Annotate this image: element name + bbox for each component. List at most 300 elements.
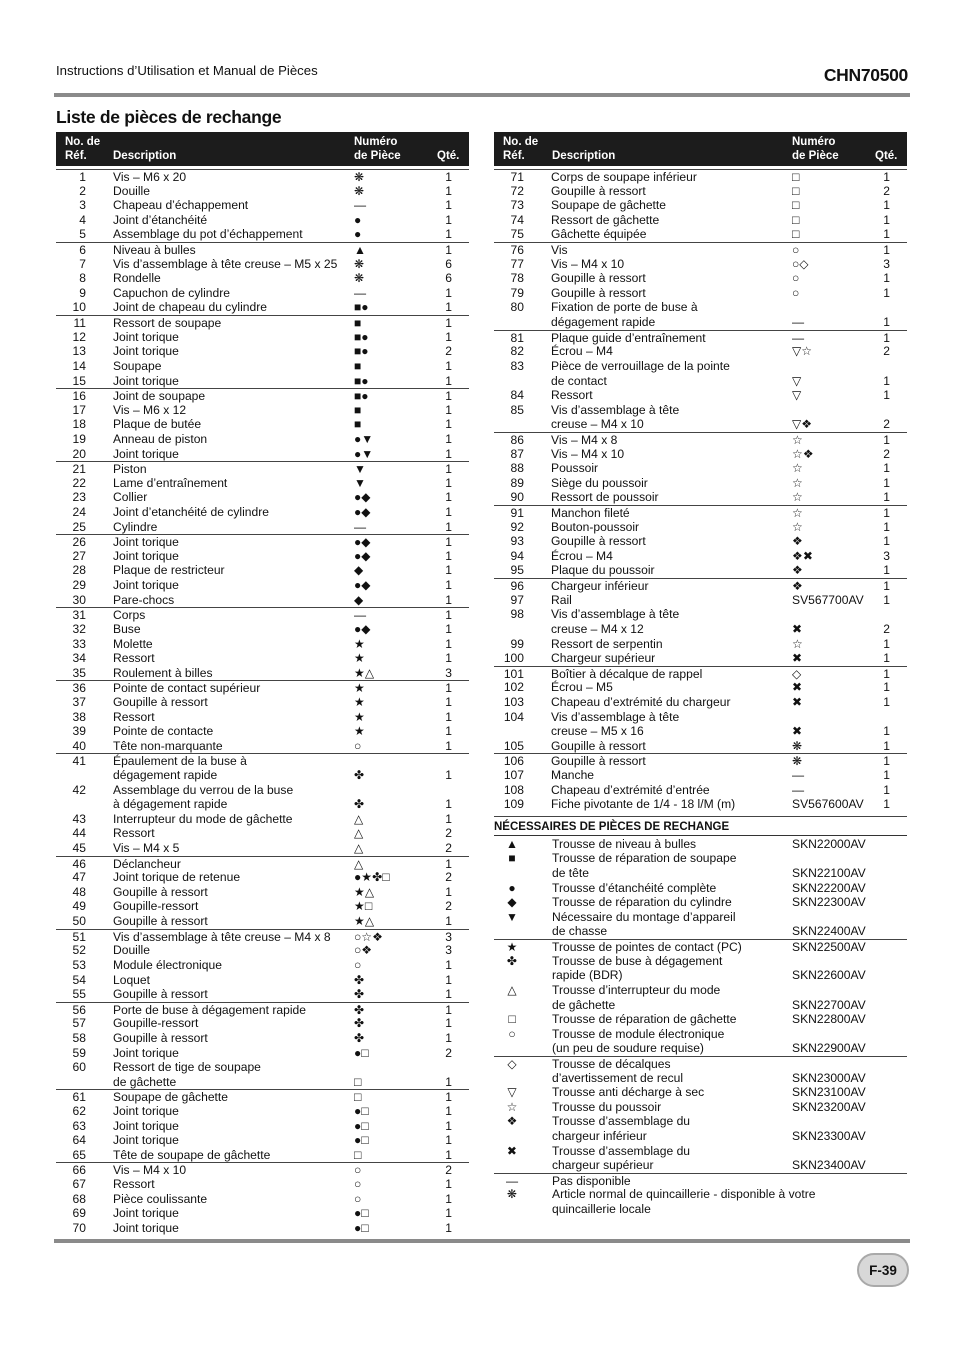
ref-number: 74 xyxy=(510,212,524,227)
kit-description: de gâchette xyxy=(552,997,616,1012)
part-number: ●◆ xyxy=(354,621,371,636)
table-row xyxy=(494,198,907,213)
part-description: Vis – M4 x 10 xyxy=(551,256,625,271)
part-number: ○ xyxy=(354,1191,362,1206)
ref-number: 60 xyxy=(72,1060,86,1075)
part-description: Goupille à ressort xyxy=(551,738,646,753)
part-number: ❖✖ xyxy=(792,548,813,563)
kit-description: de tête xyxy=(552,866,589,881)
table-row xyxy=(494,783,907,798)
table-row xyxy=(494,505,907,520)
table-row xyxy=(56,943,469,958)
ref-number: 56 xyxy=(72,1002,86,1017)
table-row xyxy=(494,637,907,652)
part-description: Vis – M6 x 20 xyxy=(113,170,187,184)
table-row xyxy=(56,388,469,403)
table-row xyxy=(494,344,907,359)
table-row xyxy=(56,330,469,345)
part-number: ●◆ xyxy=(354,490,371,505)
left-parts-table xyxy=(56,132,469,1235)
kit-description: Trousse de buse à dégagement xyxy=(552,953,723,968)
part-description: Pointe de contacte xyxy=(113,724,214,739)
kit-rows xyxy=(494,837,907,1217)
ref-number: 44 xyxy=(72,826,86,841)
ref-number: 63 xyxy=(72,1118,86,1133)
ref-number: 1 xyxy=(79,170,86,184)
kit-row xyxy=(494,939,907,954)
quantity: 1 xyxy=(445,681,452,696)
quantity: 1 xyxy=(883,388,890,403)
quantity: 2 xyxy=(445,826,452,841)
quantity: 1 xyxy=(445,212,452,227)
part-description: Ressort xyxy=(113,1177,155,1192)
table-row xyxy=(56,622,469,637)
quantity: 1 xyxy=(445,535,452,550)
quantity: 1 xyxy=(445,914,452,929)
part-description: Soupape de gâchette xyxy=(113,1090,228,1105)
quantity: 3 xyxy=(445,665,452,680)
table-row xyxy=(494,169,907,184)
part-description: Vis d’assemblage à tête creuse – M5 x 25 xyxy=(113,256,338,271)
part-number: ★ xyxy=(354,681,365,696)
part-description: Douille xyxy=(113,183,150,198)
kit-description: quincaillerie locale xyxy=(552,1202,651,1217)
ref-number: 105 xyxy=(503,738,524,753)
part-number: ☆ xyxy=(792,490,803,505)
part-number: ✖ xyxy=(792,621,803,636)
quantity: 1 xyxy=(445,1220,452,1235)
table-row xyxy=(56,417,469,432)
ref-number: 61 xyxy=(72,1090,86,1105)
ref-number: 37 xyxy=(72,694,86,709)
quantity: 1 xyxy=(445,519,452,534)
quantity: 1 xyxy=(883,315,890,330)
quantity: 1 xyxy=(445,811,452,826)
quantity: 2 xyxy=(883,344,890,359)
quantity: 2 xyxy=(445,1163,452,1178)
quantity: 2 xyxy=(445,841,452,856)
part-description: Porte de buse à dégagement rapide xyxy=(113,1002,306,1017)
kit-symbol: ◇ xyxy=(507,1056,517,1071)
part-description: Joint torique xyxy=(113,329,179,344)
part-description: Assemblage du pot d’échappement xyxy=(113,227,303,242)
quantity: 2 xyxy=(883,446,890,461)
part-description: Ressort de gâchette xyxy=(551,212,660,227)
table-row xyxy=(56,973,469,988)
part-number: □ xyxy=(792,170,800,184)
part-description: Vis – M6 x 12 xyxy=(113,402,187,417)
part-description: Piston xyxy=(113,462,147,477)
part-description: Joint torique xyxy=(113,548,179,563)
table-row xyxy=(56,374,469,389)
table-row xyxy=(56,637,469,652)
part-description: Goupille à ressort xyxy=(551,183,646,198)
kit-row xyxy=(494,1158,907,1173)
ref-number: 17 xyxy=(72,402,86,417)
part-number: ★□ xyxy=(354,899,373,914)
kit-symbol: ▼ xyxy=(506,909,518,924)
quantity: 6 xyxy=(445,256,452,271)
quantity: 1 xyxy=(445,608,452,623)
kit-description: Trousse de pointes de contact (PC) xyxy=(552,940,742,955)
ref-number: 7 xyxy=(79,256,86,271)
part-description: Goupille à ressort xyxy=(113,694,208,709)
table-row xyxy=(56,1104,469,1119)
part-number: ❖ xyxy=(792,563,803,578)
ref-number: 104 xyxy=(503,709,524,724)
kit-symbol: ▲ xyxy=(506,836,518,851)
table-row xyxy=(494,607,907,622)
col-part-number-2: de Pièce xyxy=(792,150,839,162)
part-description: dégagement rapide xyxy=(113,767,218,782)
quantity: 1 xyxy=(883,579,890,594)
kit-row xyxy=(494,1202,907,1217)
part-number: △ xyxy=(354,856,364,871)
quantity: 1 xyxy=(883,285,890,300)
quantity: 1 xyxy=(445,431,452,446)
part-number: ◇ xyxy=(792,666,802,681)
kit-description: Trousse de niveau à bulles xyxy=(552,836,697,851)
part-description: creuse – M4 x 12 xyxy=(551,621,644,636)
quantity: 1 xyxy=(883,797,890,812)
quantity: 1 xyxy=(445,548,452,563)
ref-number: 52 xyxy=(72,943,86,958)
table-row xyxy=(56,534,469,549)
table-row xyxy=(56,929,469,944)
part-description: Joint d’étanchéité xyxy=(113,212,208,227)
part-number: ★ xyxy=(354,636,365,651)
kit-symbol: ☆ xyxy=(506,1099,518,1114)
table-row xyxy=(56,257,469,272)
part-description: Soupape de gâchette xyxy=(551,198,666,213)
table-row xyxy=(494,432,907,447)
kit-description: Trousse de réparation du cylindre xyxy=(552,895,732,910)
ref-number: 65 xyxy=(72,1147,86,1162)
ref-number: 3 xyxy=(79,198,86,213)
quantity: 1 xyxy=(883,490,890,505)
part-description: Joint d’etanchéité de cylindre xyxy=(113,505,269,520)
kit-symbol: ▽ xyxy=(507,1085,517,1100)
part-description: Goupille à ressort xyxy=(113,884,208,899)
part-number: ✤ xyxy=(354,1002,365,1017)
table-row xyxy=(494,520,907,535)
ref-number: 16 xyxy=(72,389,86,404)
ref-number: 66 xyxy=(72,1163,86,1178)
quantity: 1 xyxy=(445,170,452,184)
col-qty: Qté. xyxy=(875,150,898,162)
table-row xyxy=(494,578,907,593)
ref-number: 32 xyxy=(72,621,86,636)
part-description: Manchon fileté xyxy=(551,506,630,521)
part-number: ✤ xyxy=(354,797,365,812)
part-description: Goupille à ressort xyxy=(551,285,646,300)
quantity: 1 xyxy=(445,1002,452,1017)
part-description: Déclancheur xyxy=(113,856,181,871)
table-row xyxy=(494,680,907,695)
part-description: Pièce coulissante xyxy=(113,1191,208,1206)
quantity: 1 xyxy=(883,506,890,521)
quantity: 1 xyxy=(883,212,890,227)
part-description: Fixation de porte de buse à xyxy=(551,300,698,315)
table-row xyxy=(494,286,907,301)
part-number: ☆ xyxy=(792,519,803,534)
table-row xyxy=(494,622,907,637)
table-row xyxy=(494,330,907,345)
part-number: — xyxy=(354,519,367,534)
table-row xyxy=(494,724,907,739)
quantity: 1 xyxy=(883,724,890,739)
quantity: 1 xyxy=(883,592,890,607)
ref-number: 6 xyxy=(79,243,86,258)
table-row xyxy=(56,797,469,812)
part-description: Joint torique xyxy=(113,1104,179,1118)
kit-part-number: SKN22600AV xyxy=(792,968,866,983)
ref-number: 83 xyxy=(510,358,524,373)
part-description: Vis – M4 x 5 xyxy=(113,841,180,856)
table-row xyxy=(56,520,469,535)
ref-number: 24 xyxy=(72,505,86,520)
part-description: Ressort xyxy=(113,651,155,666)
part-number: ●□ xyxy=(354,1133,369,1148)
kit-row xyxy=(494,1114,907,1129)
part-description: Vis d’assemblage à tête xyxy=(551,607,680,622)
ref-number: 68 xyxy=(72,1191,86,1206)
col-no-1: No. de xyxy=(65,136,101,148)
ref-number: 54 xyxy=(72,972,86,987)
part-number: ■ xyxy=(354,417,362,432)
quantity: 1 xyxy=(445,694,452,709)
quantity: 1 xyxy=(883,636,890,651)
part-number: ○ xyxy=(354,738,362,753)
quantity: 1 xyxy=(445,417,452,432)
table-row xyxy=(56,768,469,783)
part-description: creuse – M4 x 10 xyxy=(551,417,644,432)
ref-number: 97 xyxy=(510,592,524,607)
part-number: □ xyxy=(792,183,800,198)
part-number: ❋ xyxy=(354,271,365,286)
quantity: 1 xyxy=(445,1030,452,1045)
ref-number: 31 xyxy=(72,608,86,623)
quantity: 1 xyxy=(883,767,890,782)
part-number: ✖ xyxy=(792,651,803,666)
part-number: □ xyxy=(354,1074,362,1089)
ref-number: 53 xyxy=(72,957,86,972)
part-number: ○ xyxy=(354,957,362,972)
quantity: 1 xyxy=(883,198,890,213)
part-description: Chapeau d’extrémité d’entrée xyxy=(551,782,710,797)
part-description: Joint torique xyxy=(113,373,179,388)
table-row xyxy=(494,534,907,549)
kit-symbol: ❖ xyxy=(506,1114,518,1129)
part-description: Goupille à ressort xyxy=(113,1030,208,1045)
part-number: ●□ xyxy=(354,1045,369,1060)
ref-number: 29 xyxy=(72,578,86,593)
page-number: F-39 xyxy=(857,1253,909,1287)
kit-description: Trousse d’assemblage du xyxy=(552,1114,691,1129)
left-rows xyxy=(56,169,469,1235)
ref-number: 13 xyxy=(72,344,86,359)
quantity: 1 xyxy=(445,1133,452,1148)
part-description: Lame d’entraînement xyxy=(113,475,228,490)
ref-number: 11 xyxy=(73,316,86,331)
page-title: Liste de pièces de rechange xyxy=(56,107,282,127)
ref-number: 93 xyxy=(510,534,524,549)
quantity: 1 xyxy=(445,972,452,987)
part-number: ❋ xyxy=(354,256,365,271)
ref-number: 14 xyxy=(72,358,86,373)
part-number: ●□ xyxy=(354,1104,369,1118)
table-row xyxy=(494,695,907,710)
ref-number: 33 xyxy=(72,636,86,651)
kit-row xyxy=(494,1129,907,1144)
kit-part-number: SKN23100AV xyxy=(792,1085,866,1100)
table-row xyxy=(56,651,469,666)
part-description: Pièce de verrouillage de la pointe xyxy=(551,358,730,373)
part-number: ○◇ xyxy=(792,256,809,271)
ref-number: 9 xyxy=(79,285,86,300)
part-number: ❖ xyxy=(792,534,803,549)
ref-number: 96 xyxy=(510,579,524,594)
ref-number: 80 xyxy=(510,300,524,315)
ref-number: 27 xyxy=(72,548,86,563)
kit-row xyxy=(494,866,907,881)
ref-number: 19 xyxy=(72,431,86,446)
part-description: Interrupteur du mode de gâchette xyxy=(113,811,293,826)
table-row xyxy=(56,1075,469,1090)
ref-number: 64 xyxy=(72,1133,86,1148)
quantity: 1 xyxy=(445,957,452,972)
part-number: □ xyxy=(354,1147,362,1162)
kit-description: Trousse d’assemblage du xyxy=(552,1143,691,1158)
quantity: 1 xyxy=(445,300,452,315)
kit-row xyxy=(494,895,907,910)
part-description: Joint torique xyxy=(113,1206,179,1221)
table-row xyxy=(56,1089,469,1104)
quantity: 1 xyxy=(445,505,452,520)
table-row xyxy=(56,783,469,798)
ref-number: 59 xyxy=(72,1045,86,1060)
quantity: 1 xyxy=(445,490,452,505)
kit-part-number: SKN22000AV xyxy=(792,836,866,851)
ref-number: 85 xyxy=(510,402,524,417)
table-row xyxy=(56,1192,469,1207)
part-description: dégagement rapide xyxy=(551,315,656,330)
quantity: 2 xyxy=(883,183,890,198)
part-number: □ xyxy=(354,1090,362,1105)
table-row xyxy=(494,753,907,768)
quantity: 1 xyxy=(883,782,890,797)
ref-number: 57 xyxy=(72,1016,86,1031)
table-row xyxy=(494,768,907,783)
kit-part-number: SKN22500AV xyxy=(792,940,866,955)
part-number: ★△ xyxy=(354,665,375,680)
table-row xyxy=(56,710,469,725)
ref-number: 10 xyxy=(72,300,86,315)
table-header xyxy=(56,132,469,166)
kit-symbol: △ xyxy=(507,982,517,997)
ref-number: 103 xyxy=(503,694,524,709)
part-description: creuse – M5 x 16 xyxy=(551,724,644,739)
quantity: 1 xyxy=(445,651,452,666)
part-number: ▼ xyxy=(354,475,366,490)
part-description: Ressort de soupape xyxy=(113,316,222,331)
kit-description: Trousse de réparation de soupape xyxy=(552,851,737,866)
kit-description: Trousse de réparation de gâchette xyxy=(552,1012,737,1027)
part-description: Joint torique de retenue xyxy=(113,870,241,885)
ref-number: 8 xyxy=(79,271,86,286)
ref-number: 82 xyxy=(510,344,524,359)
part-number: — xyxy=(354,198,367,213)
ref-number: 108 xyxy=(503,782,524,797)
part-description: Écrou – M4 xyxy=(551,344,613,359)
quantity: 1 xyxy=(883,694,890,709)
kit-description: (un peu de soudure requise) xyxy=(552,1041,704,1056)
part-description: Joint de soupape xyxy=(113,389,206,404)
part-number: ○ xyxy=(354,1177,362,1192)
ref-number: 109 xyxy=(503,797,524,812)
quantity: 1 xyxy=(445,738,452,753)
part-description: Vis d’assemblage à tête creuse – M4 x 8 xyxy=(113,929,331,944)
part-number: — xyxy=(792,330,805,345)
part-description: Tête de soupape de gâchette xyxy=(113,1147,271,1162)
part-number: ●□ xyxy=(354,1220,369,1235)
part-number: ✤ xyxy=(354,1016,365,1031)
kit-part-number: SKN22700AV xyxy=(792,997,866,1012)
table-row xyxy=(56,593,469,608)
part-number: ✤ xyxy=(354,987,365,1002)
kit-row xyxy=(494,924,907,939)
table-row xyxy=(56,359,469,374)
part-description: Pare-chocs xyxy=(113,592,175,607)
quantity: 1 xyxy=(445,285,452,300)
ref-number: 41 xyxy=(72,754,86,769)
part-number: ■ xyxy=(354,402,362,417)
part-description: Joint torique xyxy=(113,344,179,359)
part-description: Joint torique xyxy=(113,446,179,461)
kit-symbol: □ xyxy=(508,1012,516,1027)
col-part-number-1: Numéro xyxy=(792,136,836,148)
table-row xyxy=(56,1016,469,1031)
part-description: Vis xyxy=(551,243,568,258)
part-number: ○❖ xyxy=(354,943,373,958)
quantity: 1 xyxy=(445,1074,452,1089)
kits-heading: NÉCESSAIRES DE PIÈCES DE RECHANGE xyxy=(494,816,907,836)
part-description: Plaque de butée xyxy=(113,417,202,432)
part-number: ●◆ xyxy=(354,535,371,550)
part-number: ○ xyxy=(792,285,800,300)
part-number: ●□ xyxy=(354,1118,369,1133)
part-description: Joint torique xyxy=(113,1118,179,1133)
header-rule xyxy=(54,93,910,97)
part-number: △ xyxy=(354,811,364,826)
table-row xyxy=(494,739,907,754)
ref-number: 23 xyxy=(72,490,86,505)
part-description: Joint torique xyxy=(113,1045,179,1060)
ref-number: 30 xyxy=(72,592,86,607)
part-description: Écrou – M5 xyxy=(551,680,613,695)
ref-number: 91 xyxy=(510,506,524,521)
table-row xyxy=(56,344,469,359)
part-number: ■● xyxy=(354,344,369,359)
part-number: ●▼ xyxy=(354,446,374,461)
table-row xyxy=(56,184,469,199)
part-number: ●□ xyxy=(354,1206,369,1221)
part-description: Goupille à ressort xyxy=(551,754,646,769)
part-description: Module électronique xyxy=(113,957,222,972)
ref-number: 106 xyxy=(503,754,524,769)
quantity: 1 xyxy=(883,227,890,242)
table-row xyxy=(494,403,907,418)
